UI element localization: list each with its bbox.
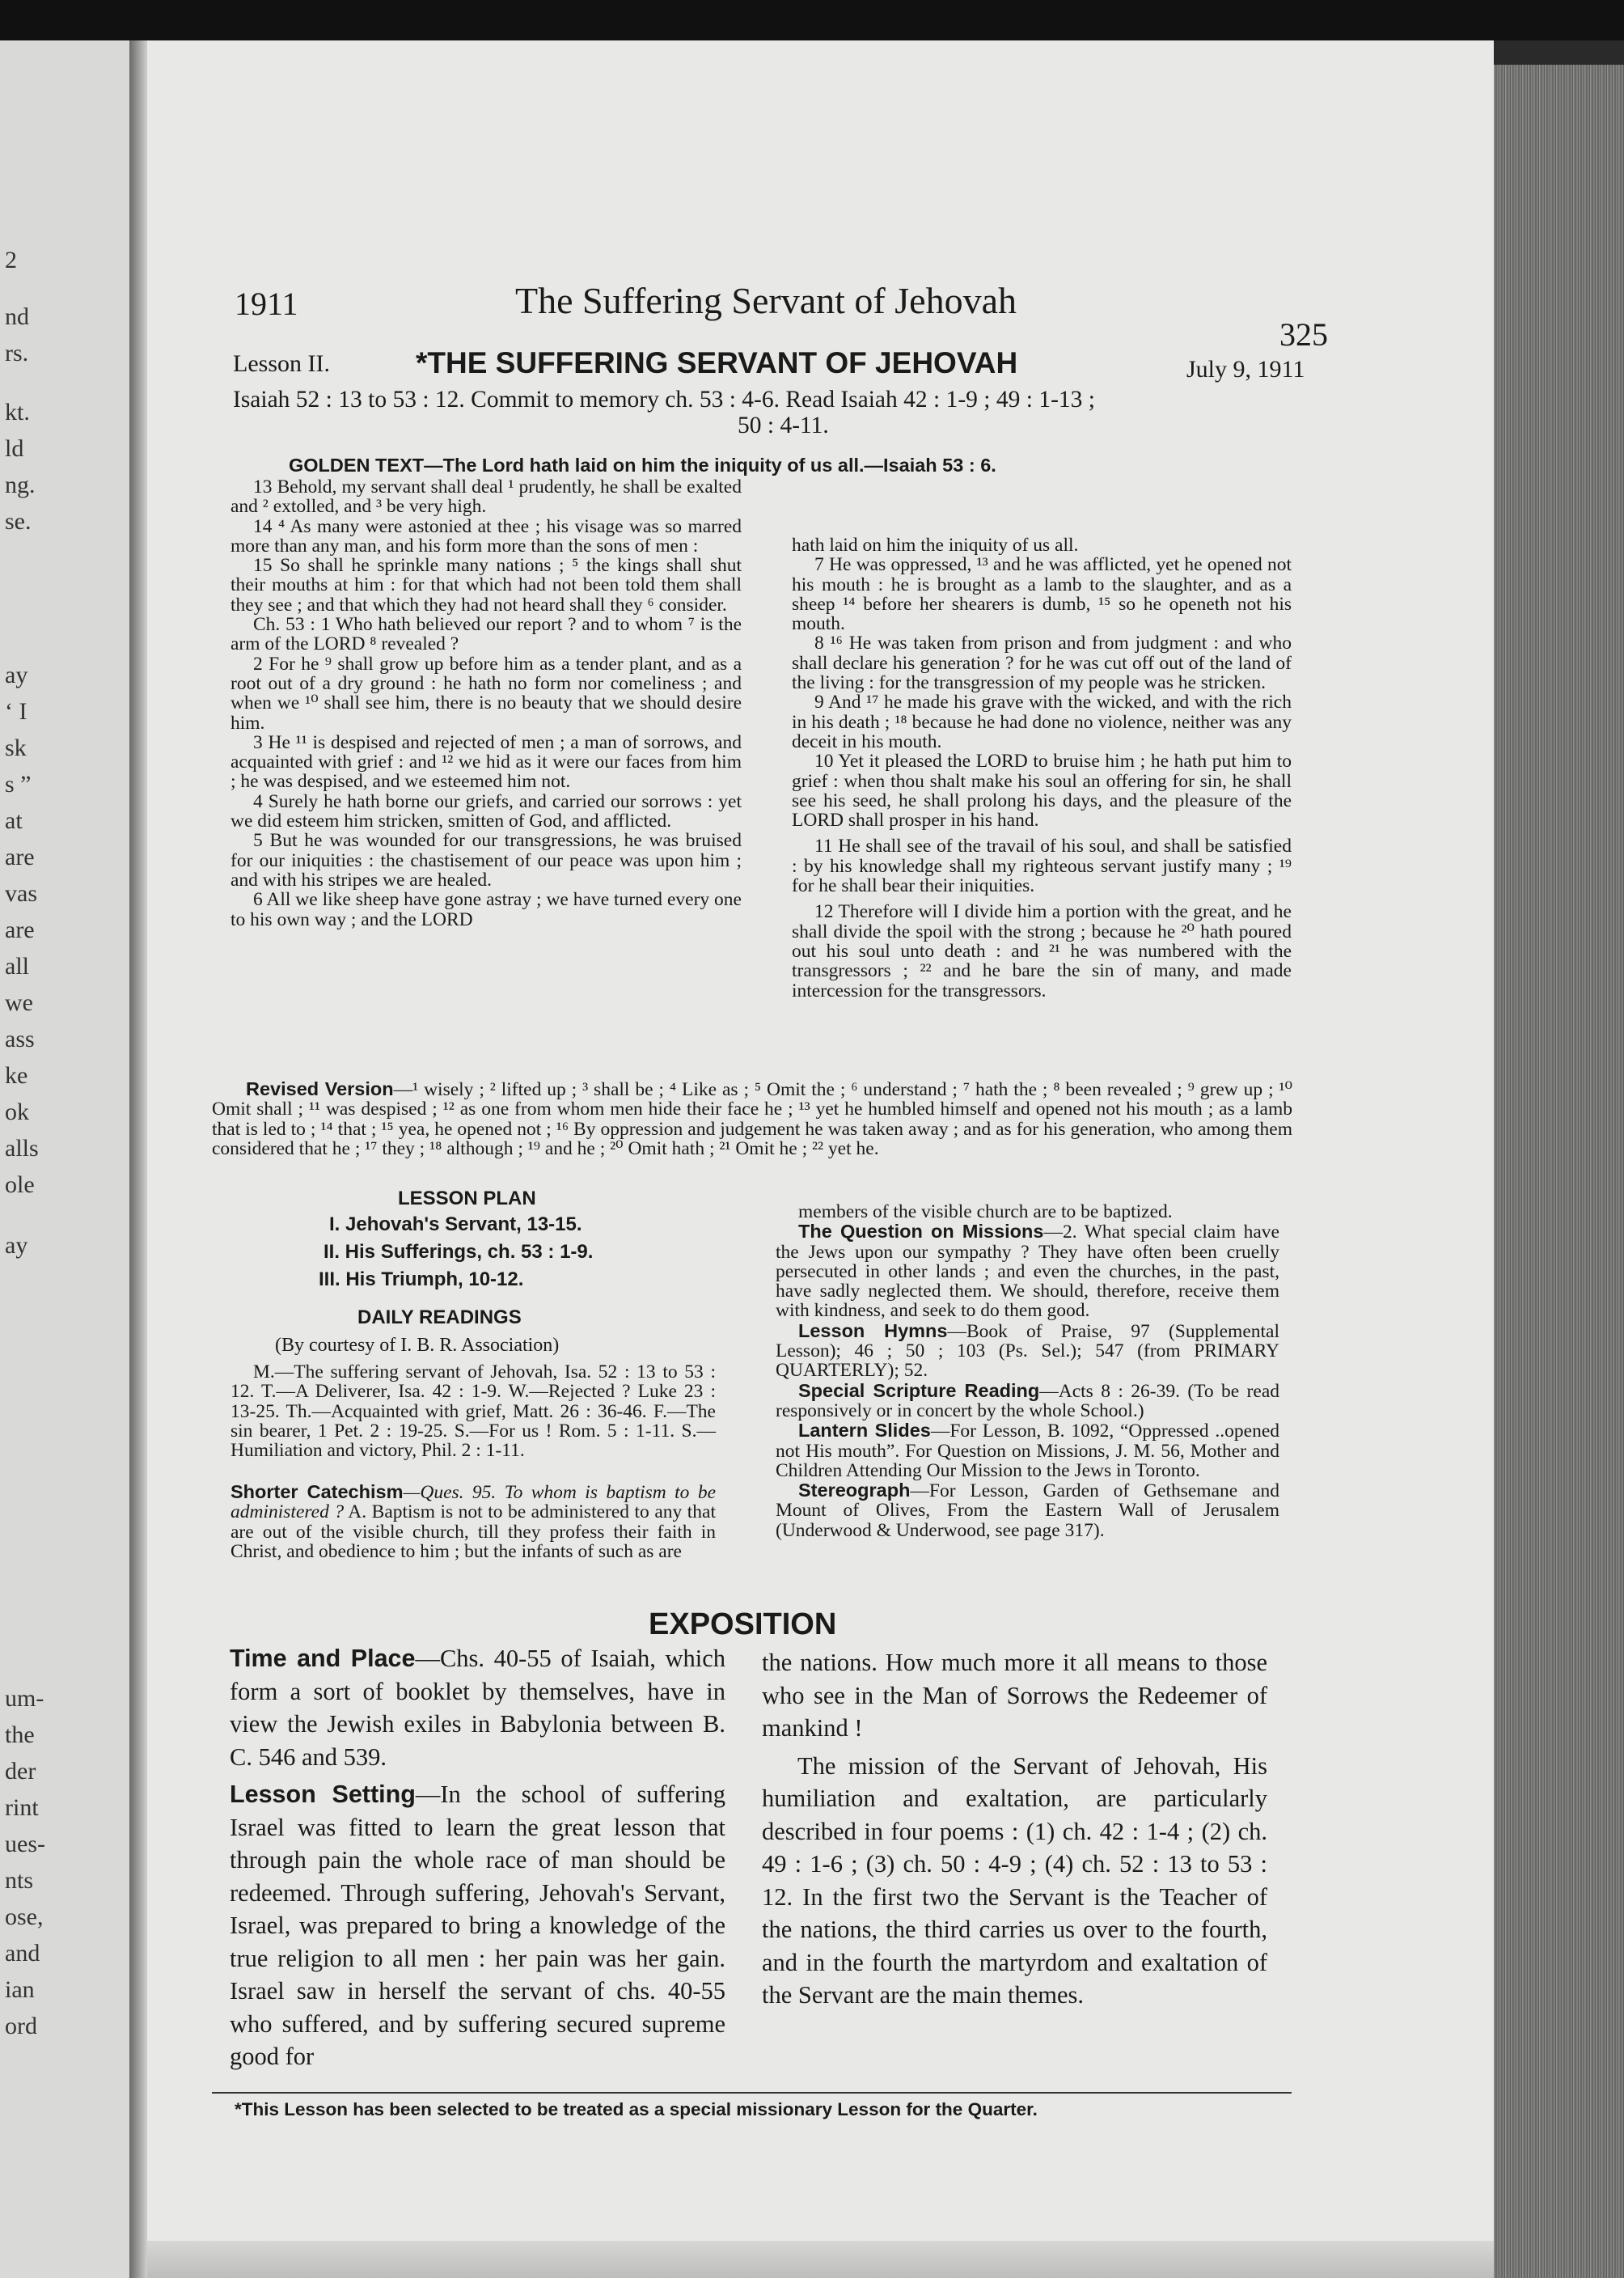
left-page-text: ke [5, 1062, 28, 1089]
time-place-label: Time and Place [230, 1645, 416, 1672]
golden-text: GOLDEN TEXT—The Lord hath laid on him the iniquity of us all.—Isaiah 53 : 6. [289, 455, 996, 476]
left-page-text: rint [5, 1794, 39, 1821]
left-page-text: are [5, 917, 35, 943]
verse: hath laid on him the iniquity of us all. [792, 535, 1079, 556]
left-page-text: are [5, 844, 35, 870]
revised-version [212, 1079, 1292, 1158]
missions-label: The Question on Missions [798, 1221, 1044, 1243]
verse: 7 He was oppressed, ¹³ and he was afflicted, yet he opened not his mouth : he is brought as a lamb to the slaughter, and as a sheep ¹⁴ before her shearers is dumb, ¹⁵ so he openeth not his mouth. [792, 554, 1292, 635]
verse: Ch. 53 : 1 Who hath believed our report ? and to whom ⁷ is the arm of the LORD ⁸ revealed ? [230, 614, 742, 655]
scripture-reading-text: —Acts 8 : 26-39. (To be read responsively or in concert by the whole School.) [776, 1380, 1279, 1421]
lesson-plan-item: III. His Triumph, 10-12. [319, 1268, 524, 1290]
footnote: *This Lesson has been selected to be treated as a special missionary Lesson for the Quarter. [235, 2099, 1038, 2119]
exposition-heading: EXPOSITION [649, 1607, 837, 1641]
exposition-paragraph: The mission of the Servant of Jehovah, His humiliation and exaltation, are particularly described in four poems : (1) ch. 42 : 1-4 ; (2) ch. 49 : 1-6 ; (3) ch. 50 : 4-9 ; (4) ch. 52 : 13 to 53 : 12. In the first two the Servant is the Teacher of the nations, the third carries us over to the fourth, and in the fourth the martyrdom and exaltation of the Servant are the main themes. [762, 1751, 1267, 2009]
page-number: 325 [1279, 316, 1328, 353]
verse: 5 But he was wounded for our transgressions, he was bruised for our iniquities : the chastisement of our peace was upon him ; and with his stripes we are healed. [230, 830, 742, 891]
catechism-label: Shorter Catechism [230, 1481, 404, 1502]
verse: 4 Surely he hath borne our griefs, and carried our sorrows : yet we did esteem him stricken, smitten of God, and afflicted. [230, 790, 742, 832]
running-title: The Suffering Servant of Jehovah [515, 280, 1017, 321]
daily-readings-text: M.—The suffering servant of Jehovah, Isa. 52 : 13 to 53 : 12. T.—A Deliverer, Isa. 42 : 1-9. W.—Rejected ? Luke 23 : 13-25. Th.—Acquainted with grief, Matt. 26 : 36-46. F.—The sin bearer, 1 Pet. 2 : 19-25. S.—For us ! Rom. 5 : 1-11. S.—Humiliation and victory, Phil. 2 : 1-11. [230, 1361, 716, 1462]
left-page-text: ng. [5, 472, 36, 498]
lesson-plan-heading: LESSON PLAN [398, 1188, 536, 1209]
stereograph-text: —For Lesson, Garden of Gethsemane and Mount of Olives, From the Eastern Wall of Jerusalem (Underwood & Underwood, see page 317). [776, 1480, 1279, 1541]
revised-version-label: Revised Version [246, 1078, 394, 1099]
lesson-setting-text: —In the school of suffering Israel was fitted to learn the great lesson that through pain the whole race of man should be redeemed. Through suffering, Jehovah's Servant, Israel, was prepared to bring a knowledge of the true religion to all men : her pain was her gain. Israel saw in herself the servant of chs. 40-55 who suffered, and by suffering secured supreme good for [230, 1780, 725, 2070]
lantern-slides-text: —For Lesson, B. 1092, “Oppressed ..opened not His mouth”. For Question on Missions, J. M. 56, Mother and Children Attending Our Mission to the Jews in Toronto. [776, 1421, 1279, 1481]
left-page-text: ass [5, 1026, 35, 1052]
lantern-slides-label: Lantern Slides [798, 1420, 931, 1442]
scripture-right-column [792, 536, 1292, 1001]
verse: 15 So shall he sprinkle many nations ; ⁵ the kings shall shut their mouths at him : for that which had not been told them shall they see ; and that which they had not heard shall they ⁶ consider. [230, 555, 742, 616]
scripture-reading-label: Special Scripture Reading [798, 1379, 1040, 1401]
left-page-text: ord [5, 2013, 37, 2039]
verse: 11 He shall see of the travail of his soul, and shall be satisfied : by his knowledge shall my righteous servant justify many ; ¹⁹ for he shall bear their iniquities. [792, 836, 1292, 897]
left-page-text: alls [5, 1135, 39, 1162]
catechism-answer: A. Baptism is not to be administered to any that are out of the visible church, till they profess their faith in Christ, and obedience to him ; but the infants of such as are [230, 1501, 716, 1562]
lesson-plan-item: I. Jehovah's Servant, 13-15. [329, 1213, 582, 1235]
left-page-text: ‘ I [5, 698, 27, 725]
left-page-text: ian [5, 1976, 35, 2003]
daily-readings-heading: DAILY READINGS [357, 1306, 522, 1328]
verse: 10 Yet it pleased the LORD to bruise him ; he hath put him to grief : when thou shalt make his soul an offering for sin, he shall see his seed, he shall prolong his days, and the pleasure of the LORD shall prosper in his hand. [792, 751, 1292, 832]
left-page-text: nd [5, 303, 29, 330]
revised-version-text: —¹ wisely ; ² lifted up ; ³ shall be ; ⁴ Like as ; ⁵ Omit the ; ⁶ understand ; ⁷ hath the ; ⁸ been revealed ; ⁹ grew up ; ¹⁰ Omit shall ; ¹¹ was despised ; ¹² as one from whom men hide their face he ; ¹³ yet he humbled himself and opened not his mouth ; as a lamb that is led to ; ¹⁴ that ; ¹⁵ yea, he opened not ; ¹⁶ By oppression and judgement he was taken away ; and as for his generation, who among them considered that he ; ¹⁷ they ; ¹⁸ although ; ¹⁹ and he ; ²⁰ Omit hath ; ²¹ Omit he ; ²² yet he. [212, 1079, 1292, 1159]
page-bottom-shadow [147, 2241, 1494, 2278]
verse: 6 All we like sheep have gone astray ; we have turned every one to his own way ; and the LORD [230, 889, 742, 930]
exposition-left-column [230, 1642, 725, 2078]
left-page-text: ay [5, 662, 28, 688]
lesson-number: Lesson II. [233, 350, 330, 377]
exposition-right-column [762, 1646, 1267, 2017]
stereograph-label: Stereograph [798, 1480, 911, 1501]
hymns-text: —Book of Praise, 97 (Supplemental Lesson); 46 ; 50 ; 103 (Ps. Sel.); 547 (from PRIMARY QUARTERLY); 52. [776, 1320, 1280, 1382]
verse: 8 ¹⁶ He was taken from prison and from judgment : and who shall declare his generation ? for he was cut off out of the land of the living : for the transgression of my people was he stricken. [792, 633, 1292, 694]
left-page-text: sk [5, 735, 27, 761]
verse: 14 ⁴ As many were astonied at thee ; his visage was so marred more than any man, and his form more than the sons of men : [230, 515, 742, 557]
verse: 9 And ¹⁷ he made his grave with the wicked, and with the rich in his death ; ¹⁸ because he had done no violence, neither was any deceit in his mouth. [792, 692, 1292, 752]
left-page-text: ld [5, 435, 24, 462]
book-page [147, 40, 1494, 2278]
lesson-plan-item: II. His Sufferings, ch. 53 : 1-9. [324, 1241, 594, 1263]
verse: 13 Behold, my servant shall deal ¹ prudently, he shall be exalted and ² extolled, and ³ be very high. [230, 476, 742, 518]
footnote-rule [212, 2092, 1292, 2094]
left-page-text: all [5, 953, 29, 980]
verse: 12 Therefore will I divide him a portion with the great, and he shall divide the spoil with the strong ; because he ²⁰ hath poured out his soul unto death : and ²¹ he was numbered with the transgressors ; ²² and he bare the sin of many, and made intercession for the transgressors. [792, 901, 1292, 1001]
verse: 2 For he ⁹ shall grow up before him as a tender plant, and as a root out of a dry ground : he hath no form nor comeliness ; and when we ¹⁰ shall see him, there is no beauty that we should desire him. [230, 653, 742, 734]
left-page-text: nts [5, 1867, 34, 1894]
exposition-paragraph: the nations. How much more it all means to those who see in the Man of Sorrows the Redeemer of mankind ! [762, 1649, 1267, 1742]
missions-text: —2. What special claim have the Jews upon our sympathy ? They have often been cruelly persecuted in other lands ; and even the churches, in the past, have sadly neglected them. We should, therefore, receive them with kindness, and seek to do them good. [776, 1222, 1279, 1322]
header-year: 1911 [235, 286, 298, 322]
left-page-text: ay [5, 1232, 28, 1259]
hymns-label: Lesson Hymns [798, 1319, 948, 1341]
left-page-text: ues- [5, 1831, 45, 1857]
book-gutter [129, 40, 147, 2278]
left-page-text: vas [5, 880, 37, 907]
left-page-text: the [5, 1721, 35, 1748]
scripture-left-column [230, 477, 742, 929]
left-page-text: we [5, 989, 33, 1016]
shorter-catechism [230, 1482, 716, 1561]
daily-readings [230, 1362, 716, 1460]
left-page-text: s ” [5, 771, 32, 798]
catechism-continued: members of the visible church are to be baptized. [798, 1201, 1173, 1222]
daily-readings-courtesy: (By courtesy of I. B. R. Association) [275, 1335, 560, 1356]
scan-top-shadow [0, 0, 1624, 40]
left-page-text: ose, [5, 1903, 44, 1930]
lesson-notes [776, 1202, 1279, 1540]
reference-line: Isaiah 52 : 13 to 53 : 12. Commit to memory ch. 53 : 4-6. Read Isaiah 42 : 1-9 ; 49 : 1-13 ; [233, 387, 1095, 413]
left-page-text: der [5, 1758, 36, 1785]
left-page-text: kt. [5, 399, 30, 426]
left-page-fragment [0, 40, 129, 2278]
left-page-text: um- [5, 1685, 44, 1712]
left-page-text: ole [5, 1171, 35, 1198]
left-page-text: and [5, 1940, 40, 1967]
left-page-text: rs. [5, 340, 29, 366]
verse: 3 He ¹¹ is despised and rejected of men ; a man of sorrows, and acquainted with grief : and ¹² we hid as it were our faces from him ; he was despised, and we esteemed him not. [230, 731, 742, 793]
lesson-setting-label: Lesson Setting [230, 1780, 416, 1808]
lesson-title: *THE SUFFERING SERVANT OF JEHOVAH [416, 346, 1018, 379]
left-page-text: ok [5, 1099, 29, 1125]
lesson-date: July 9, 1911 [1186, 356, 1305, 383]
time-place-text: —Chs. 40-55 of Isaiah, which form a sort of booklet by themselves, have in view the Jewish exiles in Babylonia between B. C. 546 and 539. [230, 1645, 726, 1771]
left-page-text: at [5, 807, 23, 834]
left-page-text: se. [5, 508, 32, 535]
page-edges [1494, 65, 1624, 2278]
catechism-question: —Ques. 95. To whom is baptism to be administered ? [230, 1482, 716, 1523]
reference-line-cont: 50 : 4-11. [738, 413, 829, 438]
left-page-text: 2 [5, 247, 17, 273]
